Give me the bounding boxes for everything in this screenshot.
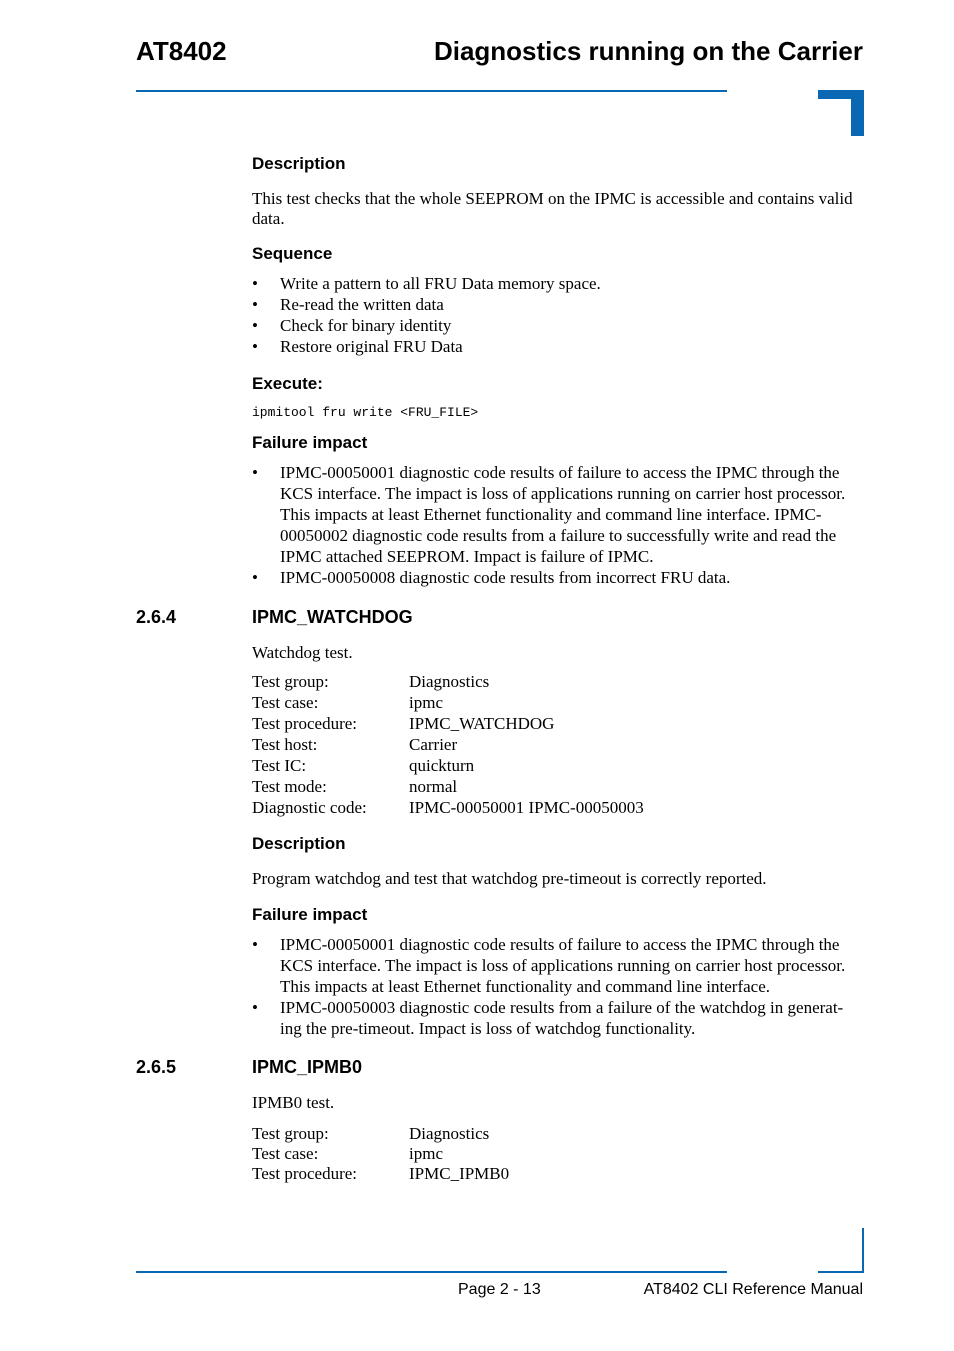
table-row: Test case: ipmc [252, 1144, 443, 1163]
table-row: Test group: Diagnostics [252, 1124, 490, 1143]
table-row: Test procedure: IPMC_IPMB0 [252, 1164, 510, 1183]
section-title: IPMC_WATCHDOG [252, 607, 413, 627]
list-item: • Write a pattern to all FRU Data memory space. [252, 274, 601, 293]
footer-corner-rule [818, 1271, 864, 1273]
footer-corner-mark [862, 1228, 864, 1273]
table-row: Test mode: normal [252, 777, 458, 796]
watchdog-intro: Watchdog test. [252, 643, 353, 662]
table-row: Test group: Diagnostics [252, 672, 490, 691]
list-item: • Re-read the written data [252, 295, 444, 314]
list-item: • IPMC-00050008 diagnostic code results from incorrect FRU data. [252, 568, 731, 587]
footer-rule [136, 1271, 727, 1273]
table-row: Test case: ipmc [252, 693, 443, 712]
section-number: 2.6.5 [136, 1057, 177, 1077]
watchdog-description-text: Program watchdog and test that watchdog pre-timeout is correctly reported. [252, 869, 767, 888]
watchdog-properties-table [252, 671, 644, 818]
table-row: Diagnostic code: IPMC-00050001 IPMC-00050003 [252, 798, 644, 817]
table-row: Test IC: quickturn [252, 756, 475, 775]
ipmb0-properties-table [252, 1124, 509, 1184]
watchdog-description-heading: Description [252, 834, 346, 853]
seeprom-execute-command: ipmitool fru write <FRU_FILE> [252, 405, 479, 420]
seeprom-failure-list [252, 462, 864, 588]
list-item: • IPMC-00050003 diagnostic code results from a failure of the watchdog in generat-ing the pre-timeout. Impact is loss of watchdog functionality. [252, 998, 844, 1038]
header-rule [136, 90, 727, 92]
seeprom-failure-heading: Failure impact [252, 433, 368, 452]
watchdog-failure-heading: Failure impact [252, 905, 368, 924]
list-item: • Restore original FRU Data [252, 337, 463, 356]
seeprom-description-heading: Description [252, 154, 346, 173]
list-item: • Check for binary identity [252, 316, 452, 335]
ipmb0-intro: IPMB0 test. [252, 1093, 335, 1112]
header-right-title: Diagnostics running on the Carrier [433, 36, 863, 66]
seeprom-sequence-heading: Sequence [252, 244, 333, 263]
seeprom-execute-heading: Execute: [252, 374, 323, 393]
seeprom-sequence-list [252, 273, 864, 357]
header-corner-mark [818, 90, 864, 136]
seeprom-description-text: This test checks that the whole SEEPROM on the IPMC is accessible and contains valid data. [252, 189, 853, 228]
watchdog-failure-list [252, 934, 864, 1039]
list-item: • IPMC-00050001 diagnostic code results of failure to access the IPMC through the KCS interface. The impact is loss of applications running on carrier host processor. This impacts at least Ethernet functionality and command line interface. IPMC-00050002 diagnostic code results from a failure to successfully write and read the IPMC attached SEEPROM. Impact is failure of IPMC. [252, 463, 846, 566]
footer-page-number: Page 2 - 13 [458, 1281, 541, 1298]
header-left-title: AT8402 [136, 36, 227, 66]
section-title: IPMC_IPMB0 [252, 1057, 363, 1077]
table-row: Test host: Carrier [252, 735, 458, 754]
list-item: • IPMC-00050001 diagnostic code results of failure to access the IPMC through the KCS interface. The impact is loss of applications running on carrier host processor. This impacts at least Ethernet functionality and command line interface. [252, 935, 846, 996]
footer-manual-title: AT8402 CLI Reference Manual [643, 1281, 863, 1298]
table-row: Test procedure: IPMC_WATCHDOG [252, 714, 555, 733]
section-number: 2.6.4 [136, 607, 177, 627]
